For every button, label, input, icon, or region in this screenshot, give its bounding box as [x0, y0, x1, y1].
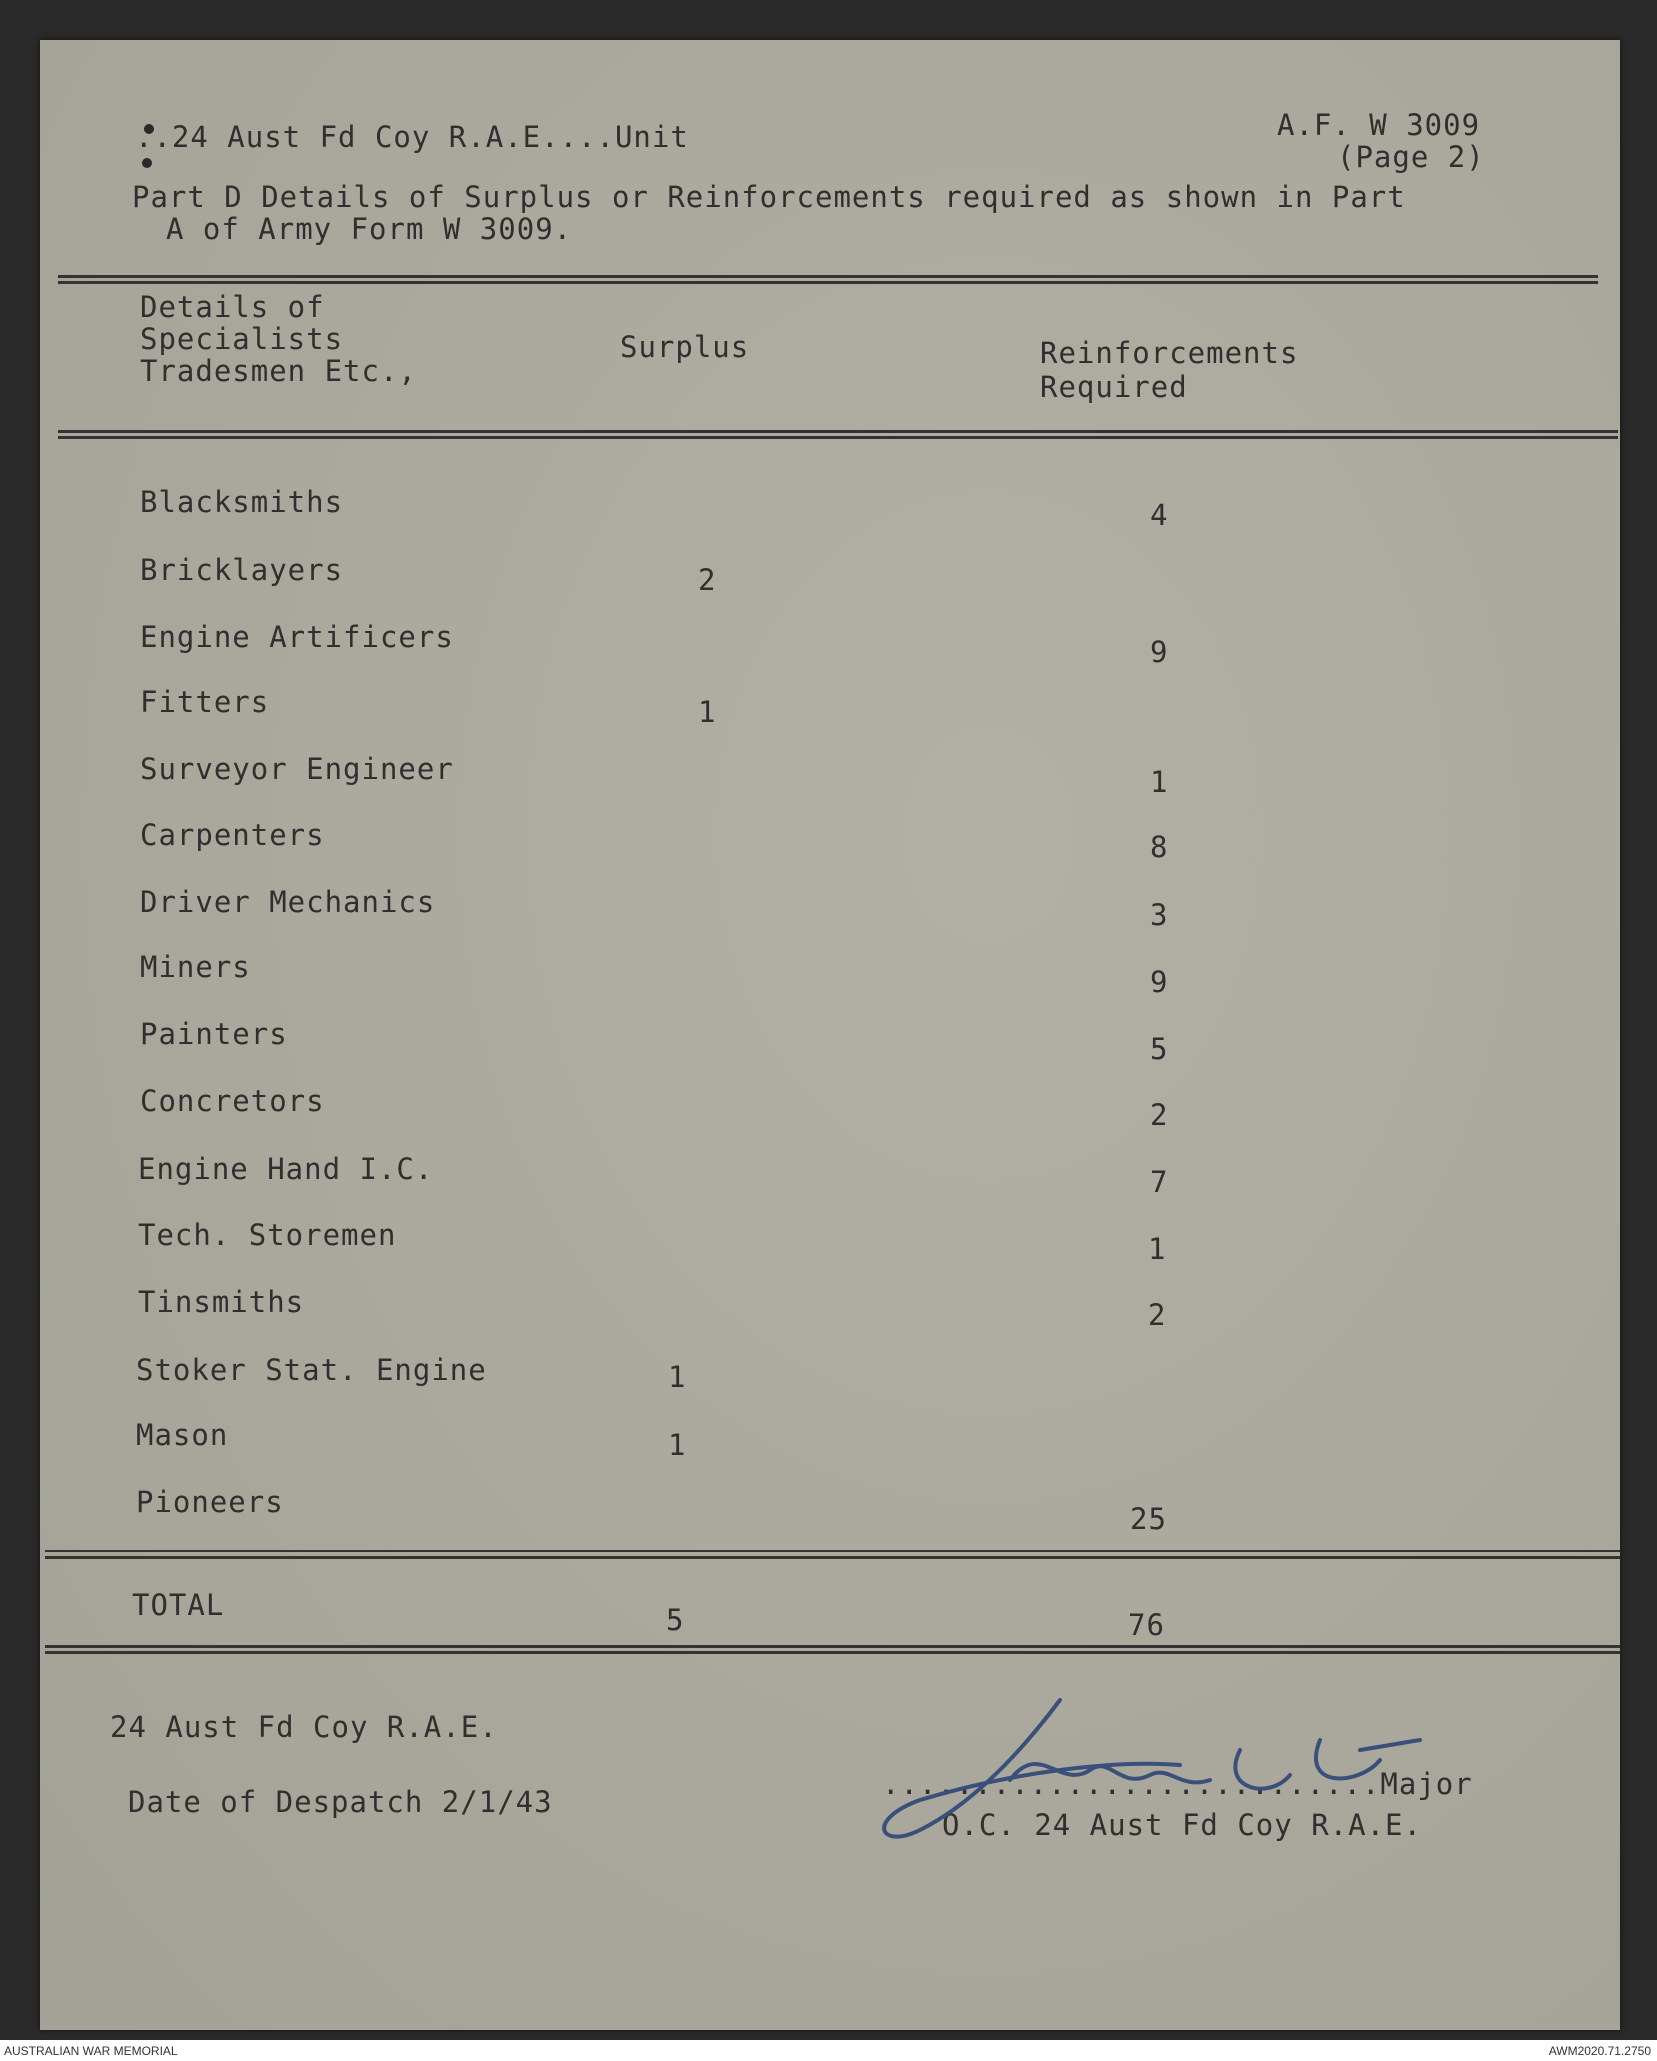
- table-row-surplus: 1: [698, 695, 717, 729]
- table-row-trade: Tinsmiths: [138, 1285, 305, 1319]
- column-header-surplus: Surplus: [620, 330, 750, 364]
- table-row-trade: Fitters: [140, 685, 270, 719]
- table-row-reinf: 1: [1148, 1232, 1167, 1266]
- table-row-trade: Surveyor Engineer: [140, 752, 454, 786]
- archive-footer: [0, 2040, 1657, 2061]
- total-surplus: 5: [666, 1603, 685, 1637]
- total-label: TOTAL: [132, 1588, 225, 1622]
- col-header-line: Specialists: [140, 322, 344, 356]
- column-header-reinforcements: Reinforcements: [1040, 336, 1299, 370]
- table-row-reinf: 5: [1150, 1032, 1169, 1066]
- form-number: A.F. W 3009: [1277, 108, 1481, 142]
- part-heading-line1: Part D Details of Surplus or Reinforcements required as shown in Part: [132, 180, 1406, 214]
- table-row-reinf: 3: [1150, 898, 1169, 932]
- header-bottom-rule: [58, 430, 1618, 433]
- col-header-line: Details of: [140, 290, 325, 324]
- table-row-trade: Concretors: [140, 1084, 325, 1118]
- handwritten-signature: [860, 1680, 1500, 1880]
- table-row-trade: Painters: [140, 1017, 288, 1051]
- archive-id: AWM2020.71.2750: [1548, 2044, 1651, 2058]
- punch-hole: [142, 158, 152, 168]
- table-row-trade: Driver Mechanics: [140, 885, 436, 919]
- unit-line: ..24 Aust Fd Coy R.A.E....Unit: [135, 120, 689, 154]
- table-row-reinf: 7: [1150, 1165, 1169, 1199]
- table-row-trade: Engine Artificers: [140, 620, 454, 654]
- table-row-trade: Blacksmiths: [140, 485, 344, 519]
- table-row-surplus: 1: [668, 1360, 687, 1394]
- table-row-reinf: 2: [1150, 1098, 1169, 1132]
- despatch-date: Date of Despatch 2/1/43: [128, 1785, 553, 1819]
- table-row-surplus: 1: [668, 1428, 687, 1462]
- table-row-reinf: 2: [1148, 1298, 1167, 1332]
- table-row-trade: Miners: [140, 950, 251, 984]
- table-row-trade: Pioneers: [136, 1485, 284, 1519]
- table-row-trade: Tech. Storemen: [138, 1218, 397, 1252]
- table-row-reinf: 4: [1150, 498, 1169, 532]
- table-row-trade: Bricklayers: [140, 553, 344, 587]
- total-reinforcements: 76: [1128, 1608, 1165, 1642]
- table-row-trade: Mason: [136, 1418, 229, 1452]
- table-row-surplus: 2: [698, 563, 717, 597]
- table-row-reinf: 9: [1150, 965, 1169, 999]
- table-row-trade: Carpenters: [140, 818, 325, 852]
- total-bottom-rule: [45, 1645, 1620, 1648]
- table-row-reinf: 9: [1150, 635, 1169, 669]
- archive-name: AUSTRALIAN WAR MEMORIAL: [4, 2044, 178, 2058]
- oc-line: O.C. 24 Aust Fd Coy R.A.E.: [942, 1808, 1422, 1842]
- page-number: (Page 2): [1337, 140, 1485, 174]
- table-row-reinf: 25: [1130, 1502, 1167, 1536]
- table-top-rule: [58, 275, 1598, 278]
- table-row-reinf: 8: [1150, 830, 1169, 864]
- signature-dots: ...........................Major: [882, 1767, 1473, 1801]
- total-top-rule: [45, 1550, 1620, 1552]
- column-header-required: Required: [1040, 370, 1188, 404]
- document-page: [40, 40, 1620, 2030]
- table-row-trade: Engine Hand I.C.: [138, 1152, 434, 1186]
- table-row-trade: Stoker Stat. Engine: [136, 1353, 487, 1387]
- part-heading-line2: A of Army Form W 3009.: [166, 212, 573, 246]
- footer-unit: 24 Aust Fd Coy R.A.E.: [110, 1710, 498, 1744]
- col-header-line: Tradesmen Etc.,: [140, 354, 417, 388]
- table-row-reinf: 1: [1150, 765, 1169, 799]
